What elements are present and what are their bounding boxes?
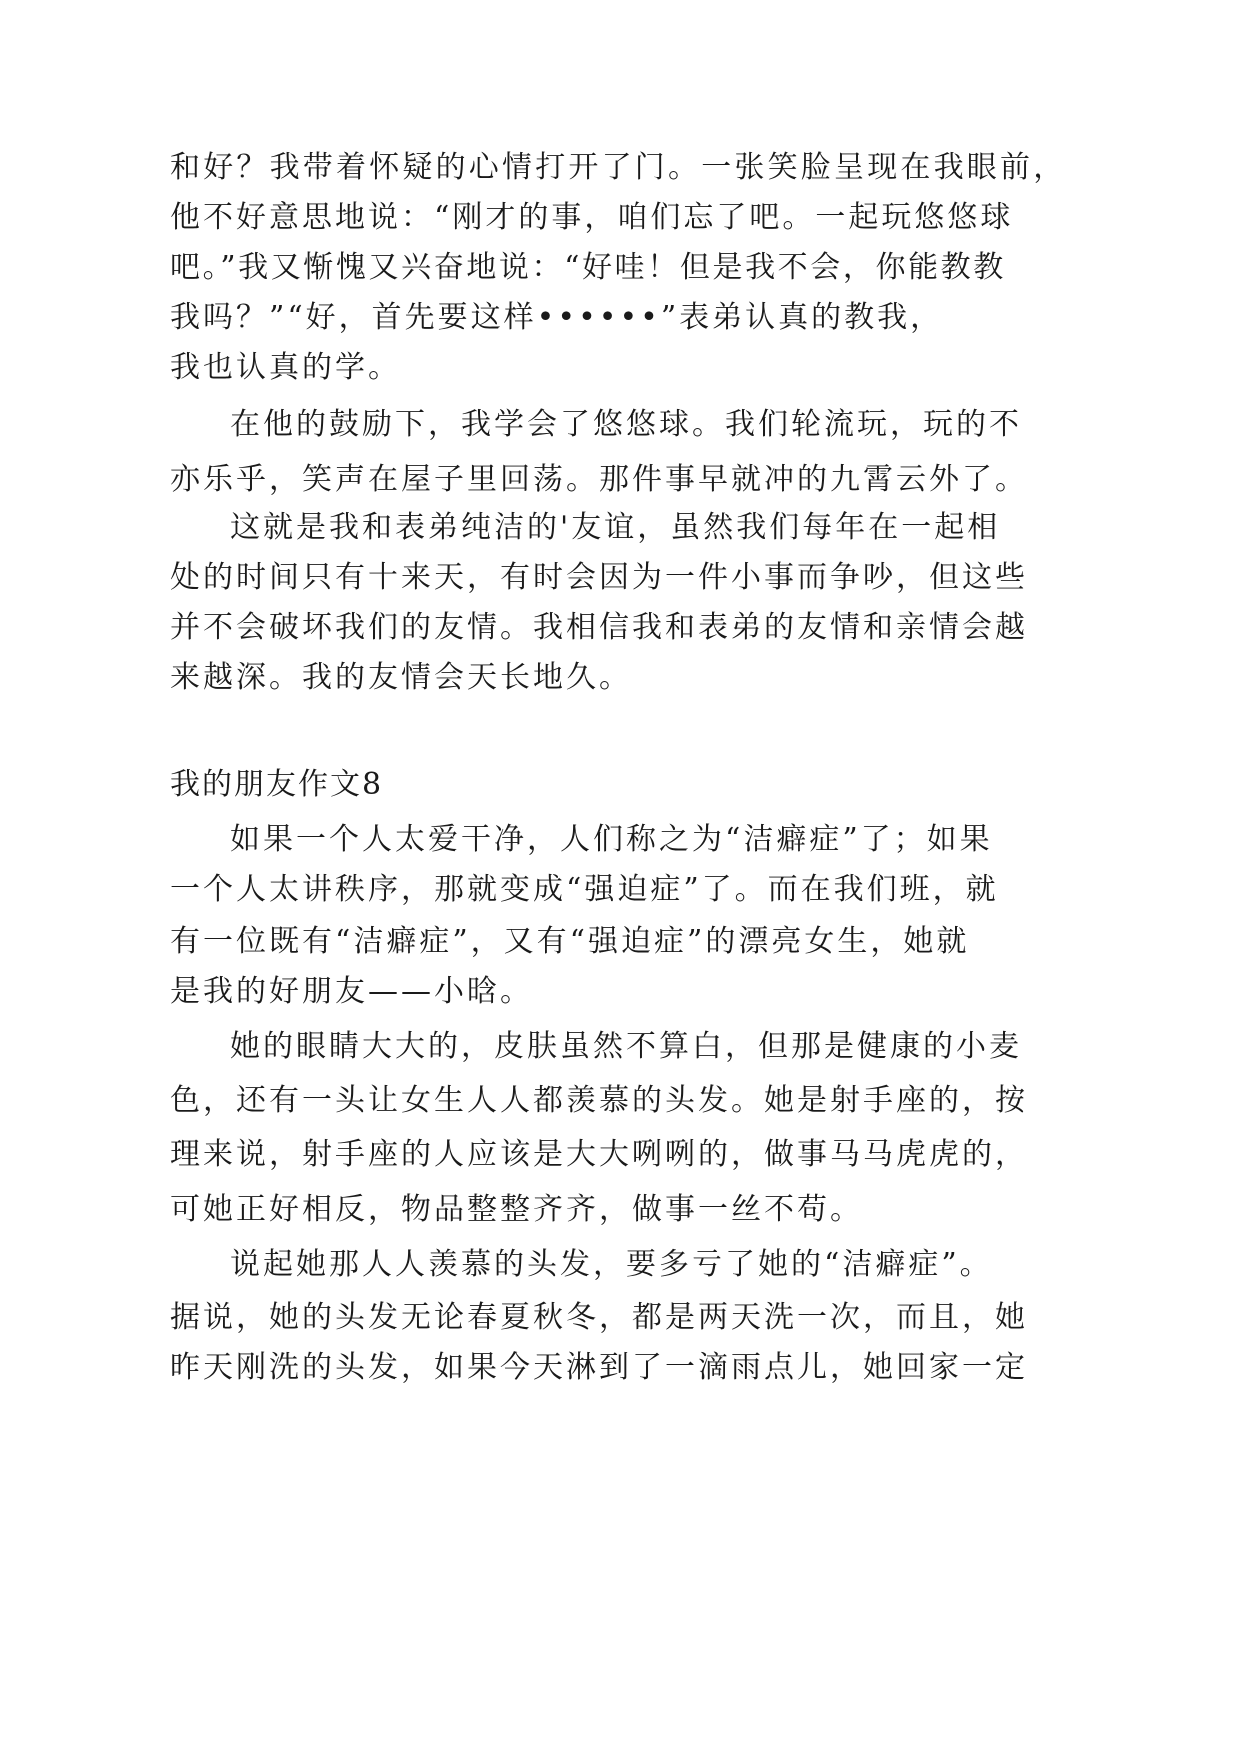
text-line: 可她正好相反，物品整整齐齐，做事一丝不苟。 — [170, 1192, 863, 1227]
text-line: 处的时间只有十来天，有时会因为一件小事而争吵，但这些 — [170, 560, 1028, 595]
text-line: 我也认真的学。 — [170, 350, 401, 385]
text-line: 昨天刚洗的头发，如果今天淋到了一滴雨点儿，她回家一定 — [170, 1350, 1028, 1385]
text-line: 说起她那人人羡慕的头发，要多亏了她的“洁癖症”。 — [230, 1247, 993, 1282]
text-line: 有一位既有“洁癖症”，又有“强迫症”的漂亮女生，她就 — [170, 924, 970, 959]
text-line: 这就是我和表弟纯洁的'友谊，虽然我们每年在一起相 — [230, 510, 1001, 545]
text-line: 我吗？”“好，首先要这样••••••”表弟认真的教我， — [170, 300, 944, 335]
section-heading: 我的朋友作文8 — [170, 767, 384, 802]
text-line: 色，还有一头让女生人人都羡慕的头发。她是射手座的，按 — [170, 1083, 1028, 1118]
text-line: 并不会破坏我们的友情。我相信我和表弟的友情和亲情会越 — [170, 610, 1028, 645]
text-line: 理来说，射手座的人应该是大大咧咧的，做事马马虎虎的， — [170, 1137, 1028, 1172]
text-line: 亦乐乎，笑声在屋子里回荡。那件事早就冲的九霄云外了。 — [170, 462, 1028, 497]
text-line: 她的眼睛大大的，皮肤虽然不算白，但那是健康的小麦 — [230, 1029, 1022, 1064]
text-line: 是我的好朋友——小晗。 — [170, 974, 533, 1009]
text-line: 来越深。我的友情会天长地久。 — [170, 660, 632, 695]
text-line: 和好？我带着怀疑的心情打开了门。一张笑脸呈现在我眼前， — [170, 150, 1067, 185]
text-line: 据说，她的头发无论春夏秋冬，都是两天洗一次，而且，她 — [170, 1300, 1028, 1335]
text-line: 他不好意思地说：“刚才的事，咱们忘了吧。一起玩悠悠球 — [170, 200, 1014, 235]
text-line: 吧。”我又惭愧又兴奋地说：“好哇！但是我不会，你能教教 — [170, 250, 1006, 285]
text-line: 一个人太讲秩序，那就变成“强迫症”了。而在我们班，就 — [170, 872, 999, 907]
text-line: 在他的鼓励下，我学会了悠悠球。我们轮流玩，玩的不 — [230, 407, 1022, 442]
text-line: 如果一个人太爱干净，人们称之为“洁癖症”了；如果 — [230, 822, 993, 857]
